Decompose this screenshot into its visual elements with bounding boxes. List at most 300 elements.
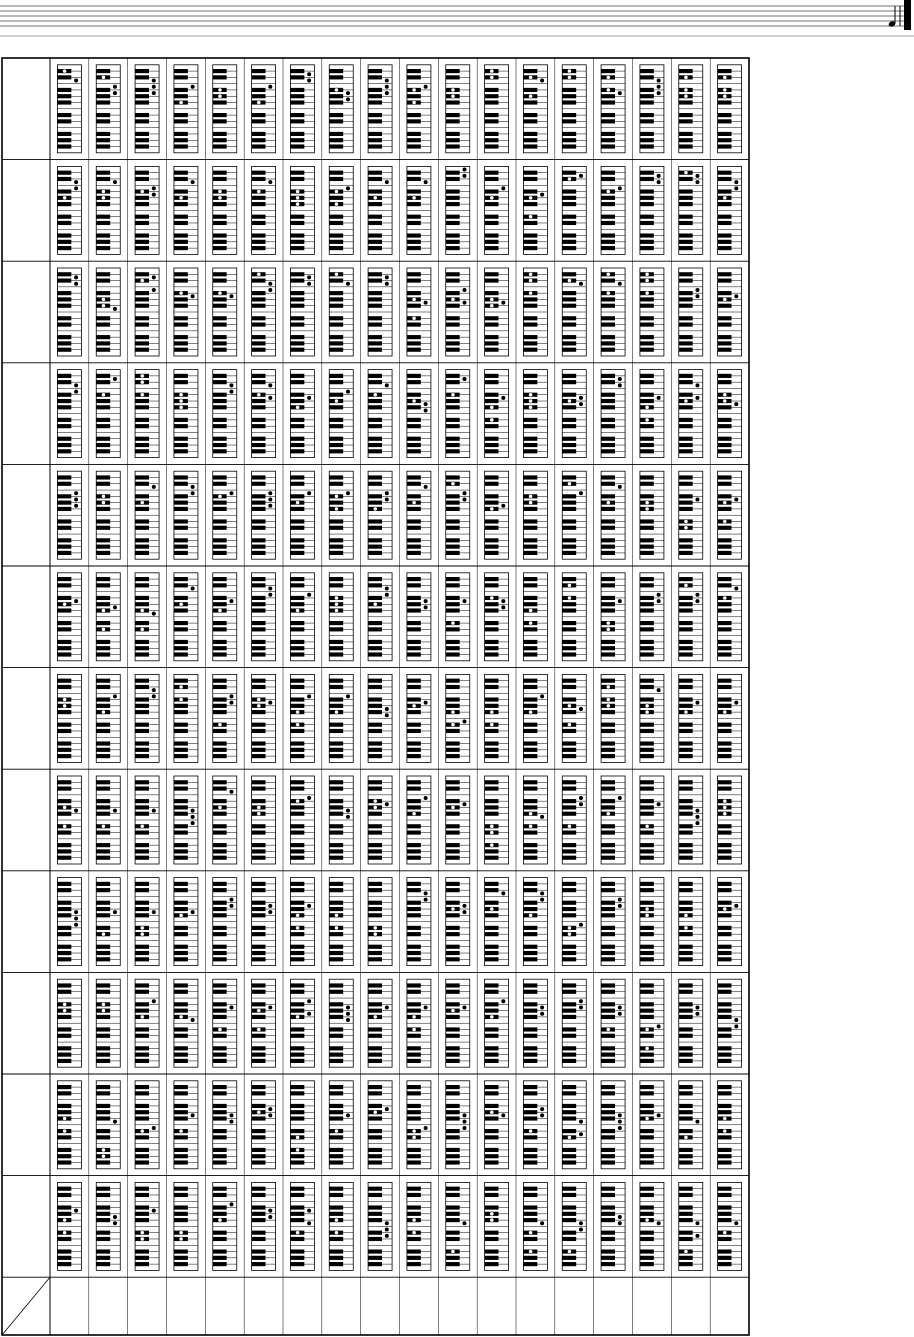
black-key: [174, 272, 188, 276]
black-key: [407, 291, 421, 295]
black-key: [407, 1053, 421, 1057]
black-key: [446, 640, 460, 644]
black-key: [252, 341, 266, 345]
black-key: [562, 754, 576, 758]
black-key: [96, 399, 110, 403]
finger-marker: [74, 504, 78, 508]
black-key: [407, 646, 421, 650]
keyboard-diagram: [562, 65, 586, 153]
finger-marker: [229, 491, 233, 495]
black-key: [679, 189, 693, 193]
black-key: [407, 843, 421, 847]
black-key: [135, 780, 149, 784]
keyboard-diagram: [368, 674, 392, 762]
black-key: [368, 132, 382, 136]
black-key: [601, 341, 615, 345]
black-key: [96, 449, 110, 453]
black-key: [485, 805, 499, 809]
black-key: [290, 246, 304, 250]
black-key: [485, 983, 499, 987]
keyboard-diagram: [601, 979, 625, 1067]
finger-marker: [567, 596, 571, 600]
black-key: [96, 583, 110, 587]
finger-marker: [63, 1009, 67, 1013]
black-key: [485, 1009, 499, 1013]
black-key: [135, 621, 149, 625]
black-key: [640, 754, 654, 758]
black-key: [174, 215, 188, 219]
black-key: [290, 119, 304, 123]
black-key: [213, 75, 227, 79]
finger-marker: [152, 910, 156, 914]
black-key: [135, 405, 149, 409]
black-key: [640, 685, 654, 689]
finger-marker: [101, 75, 105, 79]
finger-marker: [385, 587, 389, 591]
black-key: [57, 596, 71, 600]
black-key: [562, 240, 576, 244]
black-key: [57, 1046, 71, 1050]
black-key: [679, 640, 693, 644]
black-key: [290, 297, 304, 301]
finger-marker: [734, 904, 738, 908]
finger-marker: [579, 174, 583, 178]
black-key: [135, 424, 149, 428]
keyboard-diagram: [213, 776, 237, 864]
keyboard-diagram: [562, 268, 586, 356]
finger-marker: [257, 393, 261, 397]
black-key: [679, 577, 693, 581]
black-key: [174, 932, 188, 936]
black-key: [485, 221, 499, 225]
black-key: [407, 932, 421, 936]
keyboard-diagram: [174, 573, 198, 661]
finger-marker: [334, 926, 338, 930]
black-key: [679, 679, 693, 683]
finger-marker: [307, 79, 311, 83]
black-key: [679, 901, 693, 905]
black-key: [562, 304, 576, 308]
keyboard-diagram: [57, 166, 81, 254]
black-key: [523, 189, 537, 193]
black-key: [135, 482, 149, 486]
black-key: [57, 983, 71, 987]
keyboard-diagram: [290, 979, 314, 1067]
black-key: [57, 830, 71, 834]
black-key: [601, 475, 615, 479]
finger-marker: [606, 698, 610, 702]
black-key: [407, 577, 421, 581]
black-key: [290, 177, 304, 181]
finger-marker: [734, 186, 738, 190]
keyboard-diagram: [329, 65, 353, 153]
black-key: [290, 748, 304, 752]
black-key: [523, 907, 537, 911]
black-key: [523, 171, 537, 175]
black-key: [174, 901, 188, 905]
keyboard-diagram: [252, 268, 276, 356]
finger-marker: [451, 710, 455, 714]
black-key: [446, 856, 460, 860]
black-key: [523, 437, 537, 441]
black-key: [174, 132, 188, 136]
keyboard-diagram: [290, 776, 314, 864]
black-key: [718, 380, 732, 384]
black-key: [174, 990, 188, 994]
black-key: [174, 538, 188, 542]
black-key: [407, 1034, 421, 1038]
keyboard-diagram: [57, 674, 81, 762]
black-key: [679, 100, 693, 104]
black-key: [290, 907, 304, 911]
black-key: [329, 551, 343, 555]
black-key: [213, 748, 227, 752]
black-key: [446, 272, 460, 276]
black-key: [290, 233, 304, 237]
black-key: [485, 945, 499, 949]
keyboard-diagram: [329, 776, 353, 864]
finger-marker: [695, 180, 699, 184]
black-key: [718, 69, 732, 73]
finger-marker: [307, 999, 311, 1003]
black-key: [174, 983, 188, 987]
black-key: [213, 246, 227, 250]
black-key: [290, 849, 304, 853]
finger-marker: [373, 926, 377, 930]
black-key: [407, 189, 421, 193]
finger-marker: [191, 910, 195, 914]
finger-marker: [218, 196, 222, 200]
black-key: [174, 246, 188, 250]
finger-marker: [490, 507, 494, 511]
black-key: [96, 1059, 110, 1063]
black-key: [562, 830, 576, 834]
black-key: [57, 437, 71, 441]
finger-marker: [412, 316, 416, 320]
black-key: [562, 215, 576, 219]
finger-marker: [179, 698, 183, 702]
black-key: [252, 94, 266, 98]
finger-marker: [113, 91, 117, 95]
black-key: [213, 1015, 227, 1019]
black-key: [135, 341, 149, 345]
black-key: [407, 221, 421, 225]
black-key: [640, 621, 654, 625]
finger-marker: [424, 1005, 428, 1009]
black-key: [640, 335, 654, 339]
black-key: [601, 786, 615, 790]
finger-marker: [152, 288, 156, 292]
black-key: [174, 202, 188, 206]
black-key: [329, 907, 343, 911]
keyboard-diagram: [407, 166, 431, 254]
black-key: [485, 1027, 499, 1031]
black-key: [485, 856, 499, 860]
black-key: [679, 393, 693, 397]
black-key: [368, 640, 382, 644]
black-key: [562, 393, 576, 397]
black-key: [368, 482, 382, 486]
keyboard-diagram: [485, 878, 509, 966]
black-key: [57, 723, 71, 727]
black-key: [174, 75, 188, 79]
black-key: [174, 69, 188, 73]
black-key: [562, 1034, 576, 1038]
finger-marker: [229, 390, 233, 394]
black-key: [718, 341, 732, 345]
black-key: [252, 679, 266, 683]
black-key: [407, 171, 421, 175]
black-key: [135, 291, 149, 295]
finger-marker: [191, 587, 195, 591]
finger-marker: [385, 593, 389, 597]
black-key: [523, 957, 537, 961]
keyboard-diagram: [290, 471, 314, 559]
black-key: [407, 449, 421, 453]
black-key: [601, 710, 615, 714]
black-key: [407, 583, 421, 587]
black-key: [213, 475, 227, 479]
keyboard-diagram: [252, 878, 276, 966]
black-key: [96, 780, 110, 784]
black-key: [174, 888, 188, 892]
black-key: [135, 304, 149, 308]
finger-marker: [74, 390, 78, 394]
black-key: [679, 144, 693, 148]
black-key: [368, 297, 382, 301]
keyboard-diagram: [718, 268, 742, 356]
black-key: [213, 132, 227, 136]
black-key: [329, 1009, 343, 1013]
black-key: [213, 830, 227, 834]
black-key: [485, 119, 499, 123]
finger-marker: [218, 1027, 222, 1031]
black-key: [329, 1027, 343, 1031]
black-key: [562, 627, 576, 631]
black-key: [213, 710, 227, 714]
finger-marker: [579, 1005, 583, 1009]
finger-marker: [385, 1005, 389, 1009]
black-key: [135, 526, 149, 530]
black-key: [562, 196, 576, 200]
black-key: [679, 322, 693, 326]
keyboard-diagram: [329, 573, 353, 661]
black-key: [679, 723, 693, 727]
black-key: [57, 507, 71, 511]
black-key: [679, 424, 693, 428]
finger-marker: [529, 215, 533, 219]
black-key: [290, 69, 304, 73]
finger-marker: [140, 393, 144, 397]
black-key: [601, 824, 615, 828]
black-key: [96, 882, 110, 886]
keyboard-diagram: [252, 370, 276, 458]
finger-marker: [723, 805, 727, 809]
black-key: [407, 799, 421, 803]
black-key: [96, 215, 110, 219]
black-key: [562, 843, 576, 847]
black-key: [446, 113, 460, 117]
black-key: [252, 507, 266, 511]
black-key: [718, 780, 732, 784]
black-key: [679, 786, 693, 790]
finger-marker: [101, 627, 105, 631]
black-key: [446, 882, 460, 886]
black-key: [640, 233, 654, 237]
black-key: [407, 901, 421, 905]
finger-marker: [74, 491, 78, 495]
black-key: [562, 799, 576, 803]
finger-marker: [179, 1015, 183, 1019]
finger-marker: [657, 79, 661, 83]
finger-marker: [695, 497, 699, 501]
black-key: [96, 596, 110, 600]
finger-marker: [152, 809, 156, 813]
black-key: [96, 652, 110, 656]
black-key: [329, 824, 343, 828]
keyboard-diagram: [96, 674, 120, 762]
black-key: [368, 88, 382, 92]
black-key: [523, 780, 537, 784]
black-key: [407, 482, 421, 486]
black-key: [523, 856, 537, 860]
finger-marker: [684, 913, 688, 917]
finger-marker: [296, 501, 300, 505]
black-key: [718, 913, 732, 917]
keyboard-diagram: [135, 979, 159, 1067]
black-key: [96, 424, 110, 428]
black-key: [679, 1053, 693, 1057]
black-key: [485, 748, 499, 752]
black-key: [446, 405, 460, 409]
black-key: [135, 437, 149, 441]
black-key: [135, 901, 149, 905]
finger-marker: [490, 907, 494, 911]
black-key: [718, 926, 732, 930]
black-key: [562, 577, 576, 581]
black-key: [640, 177, 654, 181]
black-key: [679, 240, 693, 244]
black-key: [57, 608, 71, 612]
finger-marker: [152, 193, 156, 197]
black-key: [562, 741, 576, 745]
keyboard-diagram: [174, 370, 198, 458]
black-key: [213, 1009, 227, 1013]
black-key: [290, 577, 304, 581]
keyboard-diagram: [368, 471, 392, 559]
finger-marker: [567, 482, 571, 486]
black-key: [601, 177, 615, 181]
finger-marker: [734, 701, 738, 705]
keyboard-diagram: [640, 776, 664, 864]
black-key: [213, 272, 227, 276]
finger-marker: [385, 85, 389, 89]
black-key: [290, 538, 304, 542]
black-key: [562, 888, 576, 892]
finger-marker: [346, 1012, 350, 1016]
black-key: [174, 856, 188, 860]
keyboard-diagram: [601, 674, 625, 762]
black-key: [135, 215, 149, 219]
black-key: [601, 856, 615, 860]
black-key: [485, 849, 499, 853]
black-key: [562, 951, 576, 955]
keyboard-diagram: [252, 674, 276, 762]
black-key: [290, 291, 304, 295]
black-key: [718, 189, 732, 193]
black-key: [679, 1027, 693, 1031]
black-key: [329, 177, 343, 181]
black-key: [174, 482, 188, 486]
black-key: [290, 335, 304, 339]
black-key: [57, 215, 71, 219]
black-key: [96, 380, 110, 384]
black-key: [407, 233, 421, 237]
black-key: [562, 100, 576, 104]
finger-marker: [257, 101, 261, 105]
black-key: [446, 830, 460, 834]
black-key: [57, 799, 71, 803]
finger-marker: [424, 891, 428, 895]
black-key: [407, 990, 421, 994]
black-key: [718, 646, 732, 650]
keyboard-diagram: [96, 370, 120, 458]
finger-marker: [645, 704, 649, 708]
finger-marker: [268, 383, 272, 387]
black-key: [213, 888, 227, 892]
finger-marker: [529, 75, 533, 79]
black-key: [368, 322, 382, 326]
black-key: [601, 233, 615, 237]
black-key: [446, 380, 460, 384]
black-key: [213, 507, 227, 511]
keyboard-diagram: [446, 65, 470, 153]
finger-marker: [307, 593, 311, 597]
black-key: [718, 697, 732, 701]
black-key: [368, 100, 382, 104]
black-key: [135, 907, 149, 911]
black-key: [523, 304, 537, 308]
black-key: [329, 805, 343, 809]
black-key: [174, 335, 188, 339]
finger-marker: [684, 171, 688, 175]
black-key: [252, 583, 266, 587]
black-key: [329, 215, 343, 219]
finger-marker: [268, 910, 272, 914]
black-key: [135, 602, 149, 606]
keyboard-diagram: [640, 674, 664, 762]
black-key: [213, 424, 227, 428]
black-key: [252, 843, 266, 847]
finger-marker: [695, 288, 699, 292]
black-key: [96, 951, 110, 955]
keyboard-diagram: [368, 268, 392, 356]
black-key: [718, 679, 732, 683]
black-key: [407, 240, 421, 244]
finger-marker: [140, 609, 144, 613]
finger-marker: [412, 196, 416, 200]
black-key: [252, 482, 266, 486]
keyboard-diagram: [290, 65, 314, 153]
black-key: [213, 341, 227, 345]
black-key: [96, 812, 110, 816]
black-key: [213, 177, 227, 181]
finger-marker: [567, 69, 571, 73]
black-key: [601, 138, 615, 142]
black-key: [135, 418, 149, 422]
black-key: [252, 932, 266, 936]
black-key: [368, 189, 382, 193]
